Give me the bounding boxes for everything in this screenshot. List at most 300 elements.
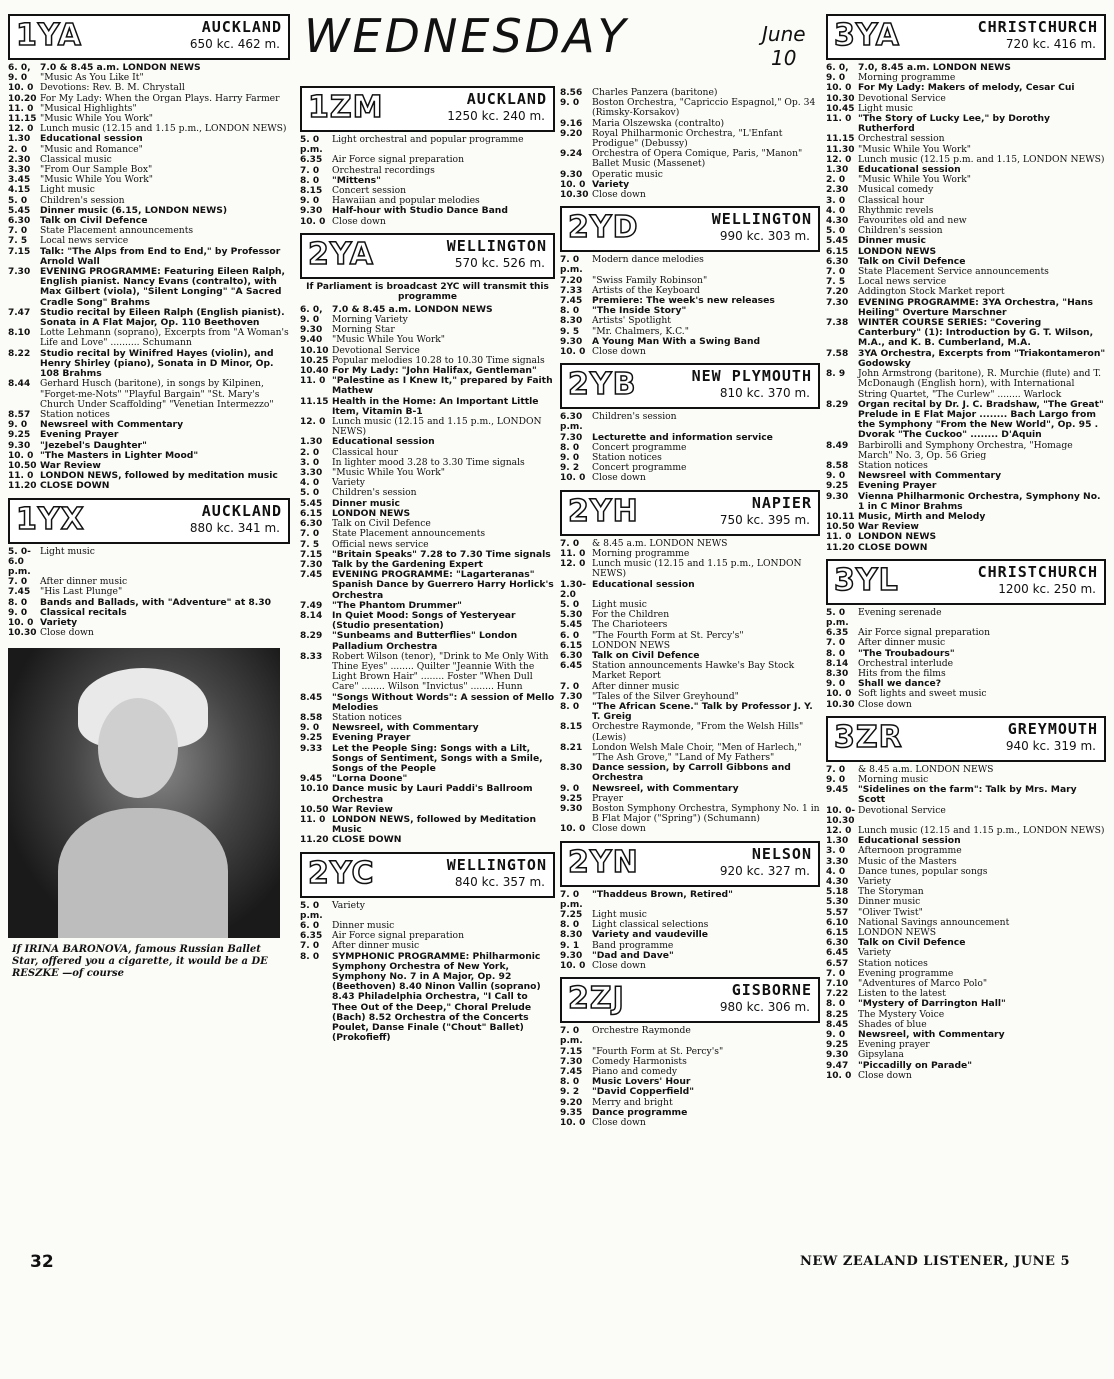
programme-description: Close down	[592, 472, 646, 484]
programme-description: "Mr. Chalmers, K.C."	[592, 325, 689, 337]
programme-entry	[8, 481, 290, 491]
programme-description: Favourites old and new	[858, 215, 967, 227]
programme-description: Variety	[858, 947, 891, 959]
photo-face	[98, 698, 178, 798]
programme-description: Talk on Civil Defence	[40, 215, 148, 227]
programme-description: Evening prayer	[858, 1039, 930, 1051]
programme-description: Comedy Harmonists	[592, 1055, 687, 1067]
programme-time: 9.25	[826, 1040, 849, 1051]
programme-time: 7. 0 p.m.	[560, 255, 583, 276]
station-frequency: 750 kc. 395 m.	[719, 512, 810, 527]
programme-time: 9.30	[560, 169, 583, 180]
programme-description: "Mystery of Darrington Hall"	[858, 998, 1006, 1010]
programme-time: 11. 0	[826, 114, 852, 125]
programme-description: Close down	[858, 698, 912, 710]
programme-description: "David Copperfield"	[592, 1086, 695, 1098]
programme-description: Morning programme	[858, 72, 956, 84]
programme-description: Dance session, by Carroll Gibbons and Orchestra	[592, 762, 791, 784]
programme-entry	[560, 473, 820, 483]
programme-time: 9. 2	[560, 1087, 580, 1098]
programme-time: 7. 0	[826, 764, 846, 775]
programme-time: 1.30	[826, 165, 849, 176]
programme-entry	[560, 804, 820, 824]
programme-time: 9. 0	[560, 453, 580, 464]
programme-time: 2. 0	[826, 175, 846, 186]
station-logo: 2YD	[568, 210, 639, 246]
programme-time: 10.30	[560, 190, 589, 201]
programme-description: Newsreel, with Commentary	[592, 782, 739, 794]
programme-description: Health in the Home: An Important Little Item, Vitamin B-1	[332, 395, 539, 417]
programme-description: "The Fourth Form at St. Percy's"	[592, 629, 744, 641]
programme-entry	[300, 376, 555, 396]
programme-description: Hawaiian and popular melodies	[332, 195, 480, 207]
programme-time: 10. 0	[8, 617, 34, 628]
programme-description: Dinner music	[858, 235, 926, 247]
programme-description: Close down	[592, 346, 646, 358]
programme-description: Evening Prayer	[40, 429, 119, 441]
programme-entry	[8, 349, 290, 380]
programme-entry	[560, 961, 820, 971]
station-frequency: 940 kc. 319 m.	[1005, 738, 1096, 753]
programme-description: Dance programme	[592, 1106, 688, 1118]
programme-description: Talk on Civil Defence	[332, 518, 431, 530]
programme-time: 9.35	[560, 1107, 583, 1118]
programme-description: "The African Scene." Talk by Professor J. Y. T. Greig	[592, 700, 813, 723]
programme-entry	[300, 952, 555, 1044]
programme-time: 10. 0	[300, 216, 326, 227]
programme-description: Hits from the films	[858, 667, 946, 679]
programme-time: 10.45	[826, 103, 855, 114]
programme-description: Close down	[332, 215, 386, 227]
programme-description: Maria Olszewska (contralto)	[592, 117, 725, 129]
programme-entry	[300, 570, 555, 601]
programme-time: 6. 0,	[826, 63, 849, 73]
programme-description: "From Our Sample Box"	[40, 164, 153, 176]
programme-time: 10.10	[300, 784, 329, 795]
programme-description: Music of the Masters	[858, 855, 957, 867]
programme-description: For My Lady: When the Organ Plays. Harry Farmer	[40, 92, 280, 104]
programme-description: The Charioteers	[592, 619, 668, 631]
programme-time: 5.18	[826, 887, 849, 898]
programme-description: London Welsh Male Choir, "Men of Harlech," "The Ash Grove," "Land of My Fathers"	[592, 741, 802, 763]
programme-time: 10. 0	[560, 179, 586, 190]
programme-description: Devotional Service	[858, 92, 946, 104]
programme-entry	[300, 631, 555, 651]
programme-description: Listen to the latest	[858, 988, 946, 1000]
programme-list	[560, 255, 820, 357]
programme-time: 10.40	[300, 366, 329, 377]
programme-time: 8.29	[300, 631, 323, 642]
programme-description: State Placement announcements	[332, 528, 486, 540]
programme-time: 7.33	[560, 285, 583, 296]
programme-description: Variety	[858, 876, 891, 888]
programme-time: 7. 0 p.m.	[560, 889, 583, 910]
programme-time: 4.15	[8, 185, 31, 196]
programme-time: 9.30	[8, 440, 31, 451]
programme-description: Lunch music (12.15 and 1.15 p.m., LONDON NEWS)	[858, 825, 1105, 836]
programme-time: 5.45	[300, 498, 323, 509]
programme-time: 10. 0	[8, 83, 34, 94]
programme-description: Variety	[332, 477, 365, 489]
programme-description: Barbirolli and Symphony Orchestra, "Homage March" No. 3, Op. 56 Grieg	[858, 439, 1073, 461]
programme-time: 7.20	[826, 287, 849, 298]
station-city: CHRISTCHURCH	[977, 18, 1098, 36]
programme-description: "The Phantom Drummer"	[332, 599, 462, 611]
station-logo: 3YA	[834, 18, 900, 53]
programme-time: 11.20	[826, 542, 855, 553]
programme-description: 3YA Orchestra, Excerpts from "Triakontameron" Godowsky	[858, 347, 1106, 369]
programme-time: 6. 0	[560, 630, 580, 641]
page-title: WEDNESDAY	[304, 9, 629, 63]
programme-time: 7. 0	[826, 968, 846, 979]
station-logo: 2YH	[568, 493, 639, 529]
programme-list	[300, 901, 555, 1044]
programme-description: State Placement Service announcements	[858, 266, 1049, 278]
programme-time: 8. 0	[560, 306, 580, 317]
programme-description: Soft lights and sweet music	[858, 688, 987, 700]
programme-description: Classical music	[40, 153, 112, 165]
programme-description: "Jezebel's Daughter"	[40, 439, 147, 451]
programme-description: "Mittens"	[332, 174, 381, 186]
programme-description: Popular melodies 10.28 to 10.30 Time signals	[332, 354, 545, 366]
programme-description: Newsreel with Commentary	[40, 419, 184, 431]
programme-time: 3. 0	[300, 457, 320, 468]
programme-time: 9. 0	[826, 774, 846, 785]
programme-entry	[560, 559, 820, 579]
programme-description: Concert session	[332, 185, 407, 197]
programme-description: LONDON NEWS	[858, 245, 937, 257]
programme-time: 7. 0	[300, 941, 320, 952]
programme-time: 9.30	[300, 206, 323, 217]
programme-description: Dinner music	[332, 920, 395, 931]
programme-description: Vienna Philharmonic Orchestra, Symphony No. 1 in C Minor Brahms	[858, 490, 1101, 512]
programme-description: Addington Stock Market report	[858, 286, 1005, 298]
programme-time: 6. 0,	[300, 304, 323, 315]
programme-entry	[560, 620, 820, 630]
programme-time: 9.20	[560, 1097, 583, 1108]
programme-time: 11. 0	[300, 814, 326, 825]
programme-time: 9. 0	[8, 607, 28, 618]
programme-time: 10. 0	[826, 689, 852, 700]
programme-description: LONDON NEWS	[332, 507, 411, 519]
station-logo: 2YC	[308, 855, 375, 891]
programme-description: & 8.45 a.m. LONDON NEWS	[858, 763, 994, 775]
programme-description: SYMPHONIC PROGRAMME: Philharmonic Symphony Orchestra of New York, Symphony No. 7 in A Major, Op. 92 (Beethoven) 8.40 Ninon Vallin (soprano) 8.43 Philadelphia Orchestra, "I Call to Thee Out of the Deep," Choral Prelude (Bach) 8.52 Orchestra of the Concerts Poulet, Danse Finale ("Chout" Ballet) (Prokofieff)	[332, 950, 541, 1044]
programme-description: A Young Man With a Swing Band	[592, 335, 761, 347]
programme-time: 9. 5	[560, 326, 580, 337]
programme-entry	[300, 784, 555, 804]
programme-time: 8.22	[8, 348, 31, 359]
programme-entry	[560, 580, 820, 600]
programme-description: "Music While You Work"	[40, 113, 154, 125]
programme-time: 6.35	[826, 628, 849, 639]
programme-entry	[560, 255, 820, 275]
programme-entry	[300, 417, 555, 437]
programme-description: LONDON NEWS	[858, 531, 937, 543]
programme-time: 9. 0	[826, 1030, 846, 1041]
programme-time: 7. 0 p.m.	[560, 1026, 583, 1047]
programme-time: 6.35	[300, 155, 323, 166]
programme-time: 6. 0,	[8, 63, 31, 73]
programme-description: Local news service	[40, 235, 129, 247]
programme-time: 7.45	[560, 1067, 583, 1078]
programme-description: Station notices	[592, 452, 662, 464]
programme-time: 7.45	[300, 570, 323, 581]
programme-description: "Music While You Work"	[858, 143, 972, 155]
programme-description: Dinner music	[858, 896, 921, 908]
programme-time: 12. 0	[826, 826, 852, 836]
programme-entry	[826, 481, 1106, 491]
programme-description: War Review	[858, 521, 919, 533]
programme-description: Air Force signal preparation	[858, 627, 990, 639]
programme-description: "Music While You Work"	[332, 334, 446, 346]
programme-description: "Dad and Dave"	[592, 949, 674, 961]
programme-time: 7.22	[826, 989, 849, 1000]
programme-time: 8.58	[826, 460, 849, 471]
programme-description: Concert programme	[592, 441, 687, 453]
programme-list	[8, 547, 290, 639]
programme-time: 8. 0	[8, 597, 28, 608]
programme-time: 7.38	[826, 318, 849, 329]
programme-description: LONDON NEWS	[858, 927, 937, 939]
station-frequency: 1250 kc. 240 m.	[447, 109, 545, 123]
programme-description: Light classical selections	[592, 919, 709, 931]
programme-time: 5. 0 p.m.	[300, 900, 323, 921]
programme-time: 6.30	[826, 938, 849, 949]
programme-description: "Palestine as I Knew It," prepared by Faith Mathew	[332, 375, 553, 397]
programme-time: 10. 0	[560, 824, 586, 835]
programme-description: War Review	[332, 803, 393, 815]
programme-time: 6.15	[826, 928, 849, 939]
column-3	[560, 88, 820, 1134]
programme-description: War Review	[40, 459, 101, 471]
programme-entry	[8, 379, 290, 410]
programme-time: 9.33	[300, 743, 323, 754]
programme-entry	[300, 135, 555, 155]
photo-body	[58, 808, 228, 938]
station-logo: 2YN	[568, 844, 639, 880]
programme-time: 2. 0	[8, 144, 28, 155]
programme-description: Dance music by Lauri Paddi's Ballroom Orchestra	[332, 783, 533, 805]
programme-time: 6.15	[560, 640, 583, 651]
programme-description: Gipsylana	[858, 1049, 904, 1061]
programme-time: 9. 0	[300, 723, 320, 734]
programme-time: 11. 0	[8, 103, 34, 114]
programme-entry	[560, 702, 820, 722]
programme-time: 7.30	[560, 432, 583, 443]
programme-list	[8, 63, 290, 492]
programme-description: Morning music	[858, 773, 929, 785]
programme-time: 11. 0	[8, 471, 34, 482]
programme-entry	[560, 1118, 820, 1128]
station-city: GREYMOUTH	[1007, 719, 1098, 738]
programme-time: 1.30-2.0	[560, 579, 586, 600]
programme-description: Orchestral recordings	[332, 164, 435, 176]
programme-description: "Fourth Form at St. Percy's"	[592, 1045, 724, 1057]
programme-description: After dinner music	[40, 576, 128, 588]
programme-description: Prayer	[592, 792, 624, 804]
station-city: CHRISTCHURCH	[977, 562, 1098, 581]
programme-time: 5. 0	[8, 195, 28, 206]
programme-time: 8.58	[300, 712, 323, 723]
programme-description: John Armstrong (baritone), R. Murchie (flute) and T. McDonaugh (English horn), with International String Quartet, "The Curlew" ........ Warlock	[858, 368, 1102, 400]
programme-description: Educational session	[858, 164, 961, 176]
station-frequency: 570 kc. 526 m.	[454, 255, 545, 270]
programme-entry	[300, 611, 555, 631]
programme-time: 7.15	[560, 1046, 583, 1057]
programme-description: LONDON NEWS	[592, 639, 671, 651]
programme-time: 12. 0	[560, 559, 586, 570]
programme-description: The Storyman	[858, 886, 924, 898]
column-1	[8, 14, 290, 986]
programme-time: 10.30	[826, 93, 855, 104]
programme-entry	[826, 492, 1106, 512]
programme-time: 9. 0	[8, 420, 28, 431]
programme-time: 9. 0	[560, 98, 580, 109]
programme-description: Talk: "The Alps from End to End," by Professor Arnold Wall	[40, 245, 281, 267]
programme-time: 11.15	[300, 396, 329, 407]
programme-description: & 8.45 a.m. LONDON NEWS	[592, 537, 728, 549]
station-frequency: 880 kc. 341 m.	[189, 520, 280, 535]
programme-description: "Britain Speaks" 7.28 to 7.30 Time signals	[332, 548, 551, 560]
programme-time: 8.30	[826, 668, 849, 679]
programme-time: 5. 0-6.0 p.m.	[8, 546, 31, 577]
programme-time: 6.45	[826, 948, 849, 959]
programme-description: Newsreel with Commentary	[858, 470, 1002, 482]
programme-time: 7. 5	[826, 277, 846, 288]
programme-time: 9. 1	[560, 940, 580, 951]
programme-description: Orchestre Raymonde, "From the Welsh Hills" (Lewis)	[592, 721, 804, 743]
programme-time: 6.30 p.m.	[560, 412, 583, 433]
programme-time: 7.30	[300, 559, 323, 570]
programme-description: After dinner music	[332, 940, 420, 952]
programme-time: 5. 0 p.m.	[300, 135, 323, 156]
magazine-footer: NEW ZEALAND LISTENER, JUNE 5	[799, 1254, 1070, 1269]
programme-time: 10. 0	[560, 1118, 586, 1129]
programme-time: 1.30	[300, 437, 323, 448]
programme-time: 8.25	[826, 1009, 849, 1020]
programme-description: Charles Panzera (baritone)	[592, 87, 718, 98]
station-logo: 3ZR	[834, 719, 903, 755]
programme-entry	[826, 349, 1106, 369]
programme-description: The Mystery Voice	[858, 1008, 945, 1020]
programme-description: Close down	[592, 1117, 646, 1129]
station-logo: 3YL	[834, 562, 899, 598]
programme-description: Orchestral interlude	[858, 657, 954, 669]
column-2	[300, 86, 555, 1049]
programme-description: National Savings announcement	[858, 916, 1010, 928]
programme-time: 10.10	[300, 345, 329, 356]
programme-description: Educational session	[858, 835, 961, 847]
station-city: WELLINGTON	[446, 236, 547, 255]
station-header-2yd	[560, 206, 820, 252]
programme-description: Classical recitals	[40, 606, 127, 618]
programme-description: Premiere: The week's new releases	[592, 295, 775, 307]
station-header-3zr	[826, 716, 1106, 762]
programme-description: Children's session	[332, 487, 417, 499]
programme-description: Devotional Service	[858, 804, 946, 816]
programme-time: 9.25	[300, 733, 323, 744]
programme-time: 1.30	[8, 134, 31, 145]
station-city: NELSON	[751, 844, 812, 863]
programme-time: 7.30	[826, 297, 849, 308]
programme-description: Afternoon programme	[858, 845, 962, 857]
programme-time: 11.15	[826, 134, 855, 145]
programme-description: For My Lady: "John Halifax, Gentleman"	[332, 365, 537, 377]
advert-caption: If IRINA BARONOVA, famous Russian Ballet Star, offered you a cigarette, it would be a DE RESZKE —of course	[12, 944, 268, 980]
programme-time: 9.45	[300, 774, 323, 785]
programme-time: 9.40	[300, 335, 323, 346]
programme-description: Devotional Service	[332, 344, 420, 356]
programme-description: State Placement announcements	[40, 225, 194, 237]
programme-description: Talk on Civil Defence	[858, 937, 966, 949]
programme-time: 7.45	[8, 587, 31, 598]
programme-description: EVENING PROGRAMME: "Lagarteranas" Spanish Dance by Guerrero Harry Horlick's Orchestra	[332, 569, 554, 601]
programme-time: 3.30	[826, 856, 849, 867]
date-label	[762, 22, 806, 70]
programme-entry	[826, 608, 1106, 628]
programme-description: "Sidelines on the farm": Talk by Mrs. Mary Scott	[858, 784, 1077, 806]
programme-time: 7.30	[560, 1056, 583, 1067]
station-city: AUCKLAND	[201, 501, 282, 520]
programme-time: 9.30	[300, 325, 323, 336]
programme-entry	[560, 763, 820, 783]
programme-description: Music, Mirth and Melody	[858, 510, 986, 522]
programme-time: 10.30	[8, 628, 37, 639]
programme-entry	[300, 652, 555, 693]
programme-time: 8.56	[560, 88, 583, 98]
programme-description: Lotte Lehmann (soprano), Excerpts from "A Woman's Life and Love" .......... Schumann	[40, 327, 289, 349]
programme-entry	[826, 543, 1106, 553]
programme-time: 11. 0	[560, 548, 586, 559]
programme-time: 4. 0	[300, 478, 320, 489]
programme-description: Close down	[858, 1069, 912, 1081]
programme-description: "Piccadilly on Parade"	[858, 1059, 973, 1071]
station-logo: 1ZM	[308, 90, 384, 125]
station-city: AUCKLAND	[466, 90, 547, 108]
programme-entry	[826, 700, 1106, 710]
programme-description: Talk by the Gardening Expert	[332, 558, 483, 570]
programme-time: 12. 0	[8, 124, 34, 135]
programme-time: 3. 0	[826, 195, 846, 206]
programme-description: Dance tunes, popular songs	[858, 865, 988, 877]
programme-entry	[560, 722, 820, 742]
programme-description: "The Troubadours"	[858, 647, 955, 659]
programme-time: 7. 0	[300, 529, 320, 540]
programme-description: Dinner music	[332, 497, 400, 509]
station-city: WELLINGTON	[446, 855, 547, 874]
programme-entry	[826, 1071, 1106, 1081]
programme-description: Morning programme	[592, 547, 690, 559]
programme-time: 7.10	[826, 979, 849, 990]
programme-time: 9.25	[8, 430, 31, 441]
programme-description: "His Last Plunge"	[40, 586, 123, 598]
station-header-3ya	[826, 14, 1106, 60]
programme-description: For the Children	[592, 609, 670, 621]
programme-description: Official news service	[332, 538, 429, 550]
programme-entry	[8, 308, 290, 328]
programme-description: Variety	[592, 178, 630, 190]
programme-description: Local news service	[858, 276, 947, 288]
programme-list	[300, 135, 555, 227]
programme-description: Royal Philharmonic Orchestra, "L'Enfant Prodigue" (Debussy)	[592, 127, 783, 150]
programme-description: 7.0, 8.45 a.m. LONDON NEWS	[858, 62, 1011, 73]
programme-description: Station announcements Hawke's Bay Stock Market Report	[592, 660, 795, 682]
programme-time: 7. 0	[560, 681, 580, 692]
station-city: AUCKLAND	[201, 18, 282, 36]
programme-time: 5.30	[826, 897, 849, 908]
programme-time: 4.30	[826, 877, 849, 888]
